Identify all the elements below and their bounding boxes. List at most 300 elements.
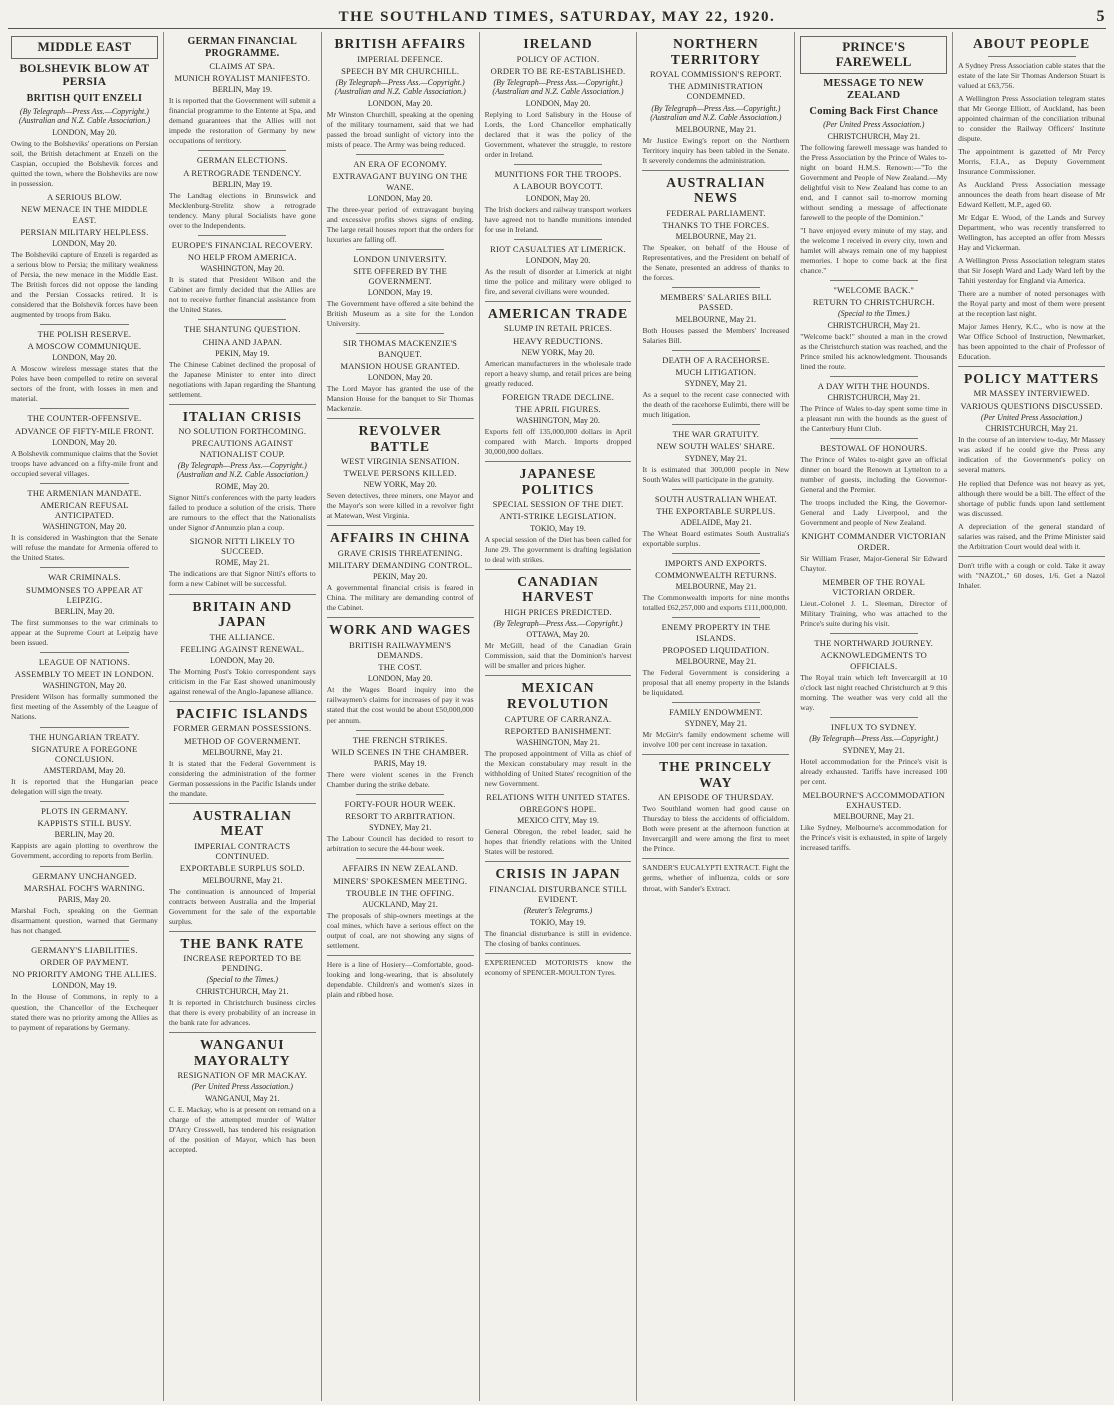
divider [169,803,316,804]
subhead: INFLUX TO SYDNEY. [831,721,917,732]
subhead: BESTOWAL OF HONOURS. [820,443,928,454]
credit-line: (By Telegraph—Press Ass.—Copyright.) (Australian and N.Z. Cable Association.) [18,106,151,126]
headline-crisis-japan: CRISIS IN JAPAN [495,866,621,882]
divider [40,567,128,568]
subhead: THE FRENCH STRIKES. [352,734,448,745]
dateline: WASHINGTON, May 20. [516,416,600,426]
subhead: HIGH PRICES PREDICTED. [504,606,612,617]
divider [514,239,602,240]
column-3 [322,32,480,1401]
subhead: DEATH OF A RACEHORSE. [662,354,770,365]
divider [830,438,918,439]
headline-japanese-politics: JAPANESE POLITICS [519,466,597,497]
dateline: MELBOURNE, May 21. [833,812,914,822]
subhead: SITE OFFERED BY THE GOVERNMENT. [353,265,448,287]
subhead: IMPERIAL DEFENCE. [357,53,444,64]
article-text: The Government have offered a site behind the British Museum as a site for the London University. [326,299,474,329]
subhead: MELBOURNE'S ACCOMMODATION EXHAUSTED. [802,789,945,810]
article-text: A Moscow wireless message states that the Poles have been compelled to retire on several sectors of the front, with losses in men and material. [11,364,158,404]
headline-wanganui-mayoralty: WANGANUI MAYORALTY [194,1037,291,1068]
article-text: As a sequel to the recent case connected with the death of the racehorse Eulimbi, there will be much litigation. [642,390,790,420]
divider [356,249,444,250]
dateline: BERLIN, May 19. [212,179,273,189]
subhead: THE WAR GRATUITY. [672,429,760,440]
dateline: PARIS, May 20. [58,894,111,904]
credit-line: (Per United Press Association.) [980,412,1083,422]
article-text: In the course of an interview to-day, Mr Massey was asked if he could give the Press any indication of the Government's policy on several matters. [958,435,1106,475]
headline-australian-meat: AUSTRALIAN MEAT [192,807,292,839]
divider [672,350,760,351]
dateline: MELBOURNE, May 21. [675,232,757,242]
article-text: "Welcome back!" shouted a man in the crowd as the Christchurch station was reached, and the Prince smiled his acknowledgment. Thousands lined the route. [800,331,948,371]
dateline: LONDON, May 20. [525,255,591,265]
dateline: LONDON, May 20. [367,99,433,109]
article-text: "I have enjoyed every minute of my stay, and the welcome I received in every city, town and hamlet will always remain one of my happiest memories. I hope to come back at the first chance." [800,225,948,275]
article-text: Mr Winston Churchill, speaking at the opening of the military tournament, said that we had passed the broad sunlight of victory into the mists of peace. The Army was being reduced. [326,110,474,150]
subhead: PERSIAN MILITARY HELPLESS. [20,226,149,237]
divider [672,424,760,425]
dateline: LONDON, May 20. [525,99,591,109]
divider [327,617,474,618]
article-text: The Wheat Board estimates South Australia's exportable surplus. [642,528,790,548]
article-text: A Wellington Press Association telegram states that Mr George Elliott, of Auckland, has been appointed chairman of the conciliation tribunal to consider the Railway Officers' Institute dispute. [958,93,1106,143]
subhead: MINERS' SPOKESMEN MEETING. [333,875,468,886]
subhead: THE ALLIANCE. [209,631,275,642]
advertisement-text: EXPERIENCED MOTORISTS know the economy of SPENCER-MOULTON Tyres. [484,957,632,977]
credit-line: (Per United Press Association.) [191,1082,293,1092]
article-text: Two Southland women had good cause on Thursday to bless the accidents of officialdom. Both were present at the afternoon function at Invercargill and were among the first to meet the Prince. [642,804,790,854]
subhead: GRAVE CRISIS THREATENING. [337,547,463,558]
article-text: There were violent scenes in the French Chamber during the strike debate. [326,769,474,789]
article-text: A Wellington Press Association telegram states that Sir Joseph Ward and Lady Ward left by the Tahiti yesterday for England via America. [958,255,1106,285]
subhead: SOUTH AUSTRALIAN WHEAT. [654,493,777,504]
dateline: CHRISTCHURCH, May 21. [985,424,1078,434]
divider [988,56,1076,57]
credit-line: (Special to the Times.) [206,975,279,985]
headline-princes-farewell: PRINCE'S FAREWELL [800,36,947,74]
divider [830,280,918,281]
subhead: POLICY OF ACTION. [516,53,600,64]
divider [672,489,760,490]
article-text: The Royal train which left Invercargill at 10 o'clock last night reached Christchurch at 9 this morning. The weather was very cold all the way. [800,672,948,712]
article-text: Seven detectives, three miners, one Mayor and the Mayor's son were killed in a revolver fight at Matewan, West Virginia. [326,491,474,521]
headline-canadian-harvest: CANADIAN HARVEST [517,573,599,605]
dateline: MELBOURNE, May 21. [202,747,283,757]
column-4 [480,32,638,1401]
article-text: The troops included the King, the Governor-General and Lady Liverpool, and the Government and people of New Zealand. [800,498,948,528]
dateline: ROME, May 21. [215,558,270,568]
subhead: MEMBERS' SALARIES BILL PASSED. [660,292,772,313]
subhead: FEDERAL PARLIAMENT. [666,207,766,218]
article-text: Lieut.-Colonel J. L. Sleeman, Director of Military Training, who was attached to the Prince's suite during his visit. [800,599,948,629]
divider [40,408,128,409]
subhead: WEST VIRGINIA SENSATION. [340,456,460,467]
subhead: SIR THOMAS MACKENZIE'S BANQUET. [343,338,458,359]
headline-bolshevik-blow: BOLSHEVIK BLOW AT PERSIA [19,62,150,89]
subhead: MANSION HOUSE GRANTED. [340,360,460,371]
article-text: A depreciation of the general standard of salaries was raised, and the Prime Minister said the Arbitration Court would deal with it. [958,521,1106,551]
subhead: A SERIOUS BLOW. [47,192,122,203]
dateline: PEKIN, May 20. [373,572,428,582]
subhead: LEAGUE OF NATIONS. [38,657,131,668]
dateline: BERLIN, May 20. [54,830,115,840]
headline-american-trade: AMERICAN TRADE [487,305,629,321]
divider [169,701,316,702]
subhead: IMPERIAL CONTRACTS CONTINUED. [194,840,291,862]
subhead: COMMONWEALTH RETURNS. [655,570,777,581]
subhead: NO HELP FROM AMERICA. [187,252,297,263]
divider [169,404,316,405]
article-text: Like Sydney, Melbourne's accommodation for the Prince's visit is exhausted, in spite of largely increased tariffs. [800,823,948,853]
subhead: IMPORTS AND EXPORTS. [664,557,767,568]
subhead: AMERICAN REFUSAL ANTICIPATED. [40,500,129,521]
divider [198,319,286,320]
divider [672,553,760,554]
dateline: MELBOURNE, May 21. [675,314,757,324]
column-5 [637,32,795,1401]
article-text: The Labour Council has decided to resort to arbitration to secure the 44-hour week. [326,834,474,854]
article-text: It is considered in Washington that the Senate will refuse the mandate for Armenia offered to the United States. [11,533,158,563]
dateline: ROME, May 20. [215,482,270,492]
dateline: MELBOURNE, May 21. [675,124,757,134]
divider [356,858,444,859]
divider [642,858,789,859]
dateline: PARIS, May 19. [373,758,427,768]
divider [327,525,474,526]
subhead: THANKS TO THE FORCES. [662,220,770,231]
subhead: SUMMONSES TO APPEAR AT LEIPZIG. [26,584,143,605]
headline-policy-matters: POLICY MATTERS [964,370,1100,386]
subhead: SIGNATURE A FOREGONE CONCLUSION. [31,743,138,764]
credit-line: (By Telegraph—Press Ass.—Copyright.) (Australian and N.Z. Cable Association.) [650,103,782,123]
subhead: THE POLISH RESERVE. [37,329,132,339]
subhead: MARSHAL FOCH'S WARNING. [23,882,145,893]
article-text: Hotel accommodation for the Prince's visit is already exhausted. Tariffs have increased 100 per cent. [800,756,948,786]
columns [6,32,1110,1401]
subhead: TROUBLE IN THE OFFING. [346,887,455,898]
subhead: THE HUNGARIAN TREATY. [29,731,140,742]
divider [642,170,789,171]
subhead: MEMBER OF THE ROYAL VICTORIAN ORDER. [822,576,926,598]
dateline: CHRISTCHURCH, May 21. [827,131,920,141]
divider [485,861,632,862]
dateline: MELBOURNE, May 21. [675,656,757,666]
dateline: CHRISTCHURCH, May 21. [827,393,920,403]
subhead: METHOD OF GOVERNMENT. [183,735,301,746]
headline-revolver-battle: REVOLVER BATTLE [358,422,442,454]
headline-britain-japan: BRITAIN AND JAPAN [192,598,293,630]
subhead: EUROPE'S FINANCIAL RECOVERY. [171,239,313,250]
divider [485,301,632,302]
advertisement-text: Don't trifle with a cough or cold. Take it away with "NAZOL," 60 doses, 1/6. Get a Nazol Inhaler. [958,560,1106,590]
dateline: WASHINGTON, May 20. [42,681,127,691]
article-text: It is stated that President Wilson and the Cabinet are firmly decided that the Allies are not to receive further financial assistance from the United States. [168,275,316,315]
subhead: VARIOUS QUESTIONS DISCUSSED. [960,400,1103,411]
subhead: ORDER TO BE RE-ESTABLISHED. [490,65,626,76]
divider [169,1032,316,1033]
divider [485,953,632,954]
subhead: KAPPISTS STILL BUSY. [37,818,132,829]
divider [672,287,760,288]
credit-line: (Special to the Times.) [837,309,910,319]
article-text: A special session of the Diet has been called for June 29. The government is drafting legislation to deal with strikes. [484,534,632,564]
subhead: ENEMY PROPERTY IN THE ISLANDS. [661,622,771,643]
dateline: SYDNEY, May 21. [684,453,747,463]
divider [356,730,444,731]
article-text: Exports fell off 135,000,000 dollars in April compared with March. Imports dropped 30,000,000 dollars. [484,427,632,457]
column-1 [6,32,164,1401]
article-text: The continuation is announced of Imperial contracts between Australia and the Imperial Government for the sale of the exportable surplus. [168,886,316,926]
article-text: The following farewell message was handed to the Press Association by the Prince of Wales to-night on board H.M.S. Renown:—"To the Government and People of New Zealand.—My delightful visit to New Zealand has come to an end, and I cannot sail to-morrow morning without sending a message of affectionate farewell to the people of the Dominion." [800,142,948,222]
dateline: AMSTERDAM, May 20. [43,766,126,776]
article-text: The Morning Post's Tokio correspondent says criticism in the Far East showed unanimously against renewal of the Anglo-Japanese alliance. [168,666,316,696]
headline-italian-crisis: ITALIAN CRISIS [182,408,302,424]
dateline: WANGANUI, May 21. [204,1093,280,1103]
subhead: GERMANY UNCHANGED. [32,870,137,881]
divider [327,418,474,419]
subhead: ADVANCE OF FIFTY-MILE FRONT. [14,425,154,436]
headline-about-people: ABOUT PEOPLE [973,36,1091,51]
headline-northern-territory: NORTHERN TERRITORY [670,36,761,67]
headline-mexican-revolution: MEXICAN REVOLUTION [507,680,609,711]
subhead: MUNITIONS FOR THE TROOPS. [494,169,622,180]
credit-line: (By Telegraph—Press Ass.—Copyright.) (Australian and N.Z. Cable Association.) [334,77,466,97]
divider [169,931,316,932]
article-text: Both Houses passed the Members' Increased Salaries Bill. [642,325,790,345]
subhead: GERMANY'S LIABILITIES. [31,944,138,955]
article-text: A Sydney Press Association cable states that the estate of the late Sir Thomas Anderson Stuart is valued at £63,756. [958,60,1106,90]
credit-line: (By Telegraph—Press Ass.—Copyright.) (Australian and N.Z. Cable Association.) [176,460,308,480]
article-text: President Wilson has formally summoned the first meeting of the Assembly of the League of Nations. [11,692,158,722]
headline-ireland: IRELAND [523,36,593,51]
dateline: LONDON, May 20. [52,128,117,138]
dateline: LONDON, May 20. [367,674,433,684]
article-text: Signor Nitti's conferences with the party leaders failed to produce a solution of the crisis. There are rumours to the effect that the Nationalists under Signor d'Annunzio plan a coup. [168,493,316,533]
subhead: INCREASE REPORTED TO BE PENDING. [183,953,302,974]
subhead: CLAIMS AT SPA. [209,61,276,71]
article-text: Sir William Fraser, Major-General Sir Edward Chaytor. [800,553,948,573]
subhead: GERMAN ELECTIONS. [196,155,288,166]
advertisement-text: Here is a line of Hosiery—Comfortable, good-looking and long-wearing, that is absolutely dependable. Children's and women's sizes in plain and ribbed hose. [326,959,474,999]
subhead: ANTI-STRIKE LEGISLATION. [499,511,617,522]
headline-princely-way: THE PRINCELY WAY [659,759,773,790]
article-text: The indications are that Signor Nitti's efforts to form a new Cabinet will be successful. [168,569,316,589]
dateline: LONDON, May 20. [367,372,433,382]
subhead: RESORT TO ARBITRATION. [345,811,456,822]
subhead: "WELCOME BACK." [833,284,915,295]
article-text: Major James Henry, K.C., who is now at the War Office School of Instruction, Newmarket, has been appointed to the chair of Professor of Education. [958,321,1106,361]
advertisement-text: SANDER'S EUCALYPTI EXTRACT. Fight the germs, whether of influenza, colds or sore throat, with Sander's Extract. [642,863,790,893]
subhead: RETURN TO CHRISTCHURCH. [812,297,935,308]
article-text: The Bolsheviki capture of Enzeli is regarded as a serious blow to Persia; the military weakness of Persia, the new menace in the Middle East. The British forces did not oppose the landing and the Persian Cossacks retired. It is considered that the Bolshevik forces have been augmented by troops from Baku. [11,249,158,319]
dateline: TOKIO, May 19. [530,917,586,927]
divider [958,366,1105,367]
dateline: LONDON, May 20. [52,238,117,248]
subhead: ORDER OF PAYMENT. [40,957,129,968]
article-text: Mr McGirr's family endowment scheme will involve 100 per cent increase in taxation. [642,730,790,750]
subhead: LONDON UNIVERSITY. [353,253,447,264]
subhead: CAPTURE OF CARRANZA. [504,713,612,724]
divider [40,483,128,484]
subhead: THE EXPORTABLE SURPLUS. [656,505,776,516]
divider [356,154,444,155]
subhead: PRECAUTIONS AGAINST NATIONALIST COUP. [191,438,293,459]
divider [40,801,128,802]
article-text: The three-year period of extravagant buying and excessive profits shows signs of ending. The large retail houses report that the orders for luxuries are falling off. [326,204,474,244]
dateline: NEW YORK, May 20. [363,480,437,490]
article-text: The Irish dockers and railway transport workers have agreed not to handle munitions intended for use in Ireland. [484,204,632,234]
article-text: General Obregon, the rebel leader, said he hopes that friendly relations with the United States will be restored. [484,827,632,857]
subhead: A LABOUR BOYCOTT. [513,181,603,192]
dateline: SYDNEY, May 21. [684,719,747,729]
subhead: TWELVE PERSONS KILLED. [343,468,457,479]
subhead: AN ERA OF ECONOMY. [353,159,447,170]
article-text: It is reported that the Hungarian peace delegation will sign the treaty. [11,777,158,797]
subhead: MR MASSEY INTERVIEWED. [973,388,1090,399]
subhead: A MOSCOW COMMUNIQUE. [27,341,142,352]
subhead: THE COUNTER-OFFENSIVE. [27,413,142,424]
dateline: WASHINGTON, May 20. [200,264,285,274]
credit-line: (Per United Press Association.) [823,120,925,130]
subhead: SPECIAL SESSION OF THE DIET. [492,499,624,510]
headline-middle-east: MIDDLE EAST [11,36,158,59]
credit-line: (By Telegraph—Press Ass.—Copyright.) (Australian and N.Z. Cable Association.) [492,77,624,97]
subhead: THE APRIL FIGURES. [515,403,601,414]
article-text: The appointment is gazetted of Mr Percy Morris, F.I.A., as Deputy Government Insurance Commissioner. [958,146,1106,176]
subhead: ASSEMBLY TO MEET IN LONDON. [14,669,154,680]
subhead: SLUMP IN RETAIL PRICES. [503,323,613,334]
dateline: LONDON, May 19. [367,288,433,298]
subhead: A DAY WITH THE HOUNDS. [817,380,930,391]
dateline: LONDON, May 19. [52,981,117,991]
divider [672,617,760,618]
subhead: ROYAL COMMISSION'S REPORT. [650,69,782,80]
dateline: LONDON, May 20. [525,193,591,203]
subhead: THE NORTHWARD JOURNEY. [814,638,934,649]
subhead: HEAVY REDUCTIONS. [513,335,603,346]
divider [169,594,316,595]
divider [485,461,632,462]
article-text: A Bolshevik communique claims that the Soviet troops have advanced on a fifty-mile front and occupied several villages. [11,448,158,478]
article-text: Kappists are again plotting to overthrow the Government, according to reports from Berlin. [11,841,158,861]
dateline: SYDNEY, May 21. [842,745,905,755]
subhead: RESIGNATION OF MR MACKAY. [177,1070,308,1081]
subhead: FOREIGN TRADE DECLINE. [501,391,615,402]
subhead: CHINA AND JAPAN. [202,336,283,347]
subhead: NEW MENACE IN THE MIDDLE EAST. [21,204,148,225]
subhead: AN EPISODE OF THURSDAY. [658,792,774,803]
subhead: MUCH LITIGATION. [675,366,757,377]
headline-work-wages: WORK AND WAGES [329,622,472,638]
subhead: MUNICH ROYALIST MANIFESTO. [174,73,311,84]
dateline: ADELAIDE, May 21. [680,517,752,527]
column-2 [164,32,322,1401]
dateline: OTTAWA, May 20. [526,630,590,640]
divider [40,727,128,728]
divider [485,675,632,676]
article-text: As Auckland Press Association message announces the death from heart disease of Mr Edward Kellett, M.P., aged 60. [958,179,1106,209]
headline-bank-rate: THE BANK RATE [180,935,305,951]
subhead: OBREGON'S HOPE. [519,804,597,815]
subhead: WILD SCENES IN THE CHAMBER. [331,746,469,757]
article-text: The Chinese Cabinet declined the proposal of the Japanese Minister to enter into direct negotiations with Japan regarding the Shantung settlement. [168,359,316,399]
masthead-title: THE SOUTHLAND TIMES, SATURDAY, MAY 22, 1920. [338,8,776,25]
credit-line: (By Telegraph—Press Ass.—Copyright.) [809,734,939,744]
headline-message-nz: MESSAGE TO NEW ZEALAND [823,77,925,101]
dateline: CHRISTCHURCH, May 21. [196,987,289,997]
article-text: The Landtag elections in Brunswick and Mecklenburg-Strelitz show a retrograde tendency. Many plural Socialists have gone over to the Independents. [168,190,316,230]
subhead: MILITARY DEMANDING CONTROL. [327,560,473,571]
dateline: MELBOURNE, May 21. [202,875,283,885]
divider [40,940,128,941]
article-text: Replying to Lord Salisbury in the House of Lords, the Lord Chancellor emphatically declared that it was the policy of the Government, whatever the struggle, to restore order in Ireland. [484,110,632,160]
divider [830,633,918,634]
subhead: A RETROGRADE TENDENCY. [183,167,302,178]
headline-affairs-china: AFFAIRS IN CHINA [330,530,471,546]
divider [356,333,444,334]
dateline: MELBOURNE, May 21. [675,582,757,592]
divider [40,652,128,653]
divider [672,702,760,703]
subhead: FORTY-FOUR HOUR WEEK. [344,798,456,809]
dateline: NEW YORK, May 20. [521,347,595,357]
subhead: FINANCIAL DISTURBANCE STILL EVIDENT. [489,883,627,905]
column-6 [795,32,953,1401]
dateline: BERLIN, May 20. [54,607,115,617]
subhead: THE SHANTUNG QUESTION. [184,324,301,335]
subhead: FORMER GERMAN POSSESSIONS. [173,723,312,734]
subhead: NO PRIORITY AMONG THE ALLIES. [12,969,157,980]
subhead: NO SOLUTION FORTHCOMING. [178,426,307,437]
subhead: SPEECH BY MR CHURCHILL. [341,65,460,76]
divider [485,569,632,570]
article-text: It is stated that the Federal Government is considering the administration of the former German possessions in the Pacific Islands under the mandate. [168,758,316,798]
subhead: EXTRAVAGANT BUYING ON THE WANE. [332,171,468,192]
dateline: LONDON, May 20. [210,655,275,665]
divider [327,955,474,956]
divider [514,164,602,165]
subhead: RIOT CASUALTIES AT LIMERICK. [490,243,626,254]
divider [356,794,444,795]
subhead: WAR CRIMINALS. [48,572,121,583]
article-text: In the House of Commons, in reply to a question, the Chancellor of the Exchequer stated there was no priority among the Allies as to payment of reparations by Germany. [11,992,158,1032]
article-text: American manufacturers in the wholesale trade report a heavy slump, and retail prices are being greatly reduced. [484,358,632,388]
subhead: THE ADMINISTRATION CONDEMNED. [668,81,764,102]
divider [830,717,918,718]
divider [198,150,286,151]
subhead: PLOTS IN GERMANY. [41,806,128,817]
article-text: Mr McGill, head of the Canadian Grain Commission, said that the Dominion's harvest will be smaller and prices higher. [484,641,632,671]
divider [40,866,128,867]
article-text: A governmental financial crisis is feared in China. The military are demanding control of the Cabinet. [326,583,474,613]
article-text: The proposals of ship-owners meetings at the coal mines, which have a serious effect on the output of coal, are not showing any signs of settlement. [326,910,474,950]
subhead: THE ARMENIAN MANDATE. [27,487,142,498]
subhead: REPORTED BANISHMENT. [504,725,612,736]
article-text: The first summonses to the war criminals to appear at the Supreme Court at Leipzig have been issued. [11,618,158,648]
dateline: SYDNEY, May 21. [684,379,747,389]
dateline: CHRISTCHURCH, May 21. [827,320,920,330]
article-text: The Prince of Wales to-day spent some time in a pleasant run with the hounds as the guest of the Canterbury Hunt Club. [800,404,948,434]
divider [198,235,286,236]
dateline: WASHINGTON, May 21. [516,737,600,747]
dateline: TOKIO, May 19. [530,523,586,533]
subhead: KNIGHT COMMANDER VICTORIAN ORDER. [801,531,946,552]
article-text: Mr Justice Ewing's report on the Northern Territory inquiry has been tabled in the Senate. It severely condemns the administration. [642,135,790,165]
divider [40,324,128,325]
subhead: BRITISH RAILWAYMEN'S DEMANDS. [349,639,452,661]
credit-line: (Reuter's Telegrams.) [523,906,593,916]
dateline: LONDON, May 20. [52,437,117,447]
